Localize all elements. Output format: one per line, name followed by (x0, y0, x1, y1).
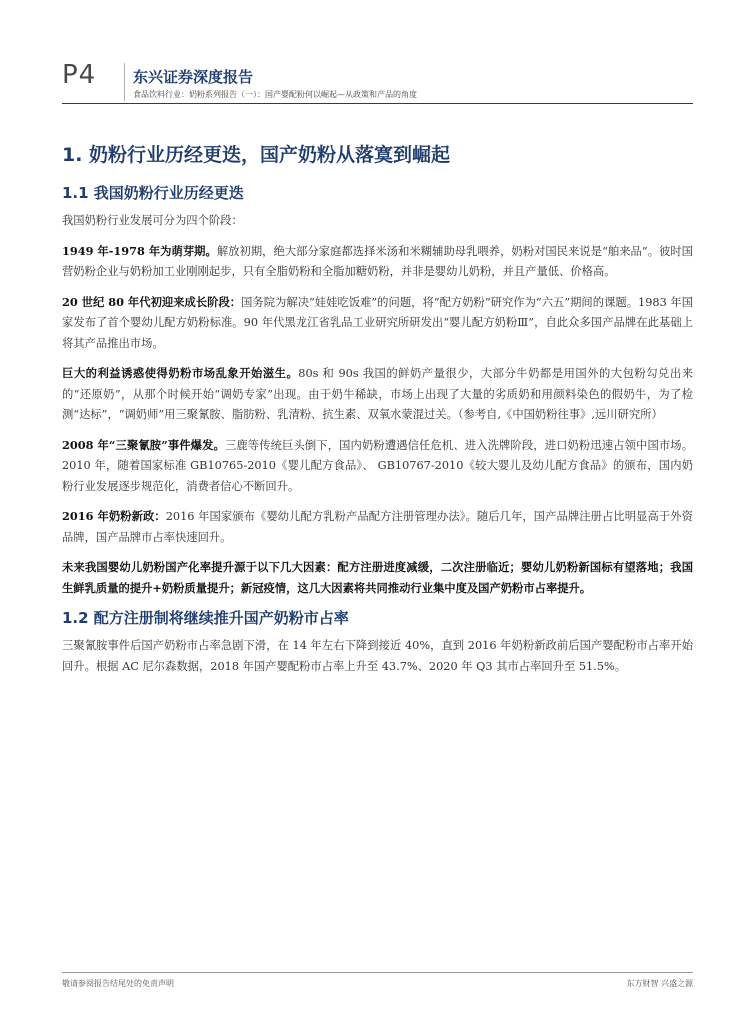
paragraph-lead: 2008 年“三聚氰胺”事件爆发。 (62, 437, 225, 452)
paragraph-new-policy (62, 506, 693, 548)
section-heading: 1. 奶粉行业历经更迭，国产奶粉从落寞到崛起 (62, 144, 451, 166)
paragraph-growth-stage (62, 292, 693, 355)
paragraph-lead: 1949 年-1978 年为萌芽期。 (62, 243, 217, 258)
paragraph-body: 80s 和 90s 我国的鲜奶产量很少，大部分牛奶都是用国外的大包粉勾兑出来的“还原奶”，从那个时候开始“调奶专家”出现。由于奶牛稀缺，市场上出现了大量的劣质奶和用颜料染色的假奶牛，为了检测“达标”，“调奶师”用三聚氰胺、脂肪粉、乳清粉、抗生素、双氧水蒙混过关。（参考自,《中国奶粉往事》,远川研究所） (62, 367, 693, 421)
report-subtitle: 食品饮料行业：奶粉系列报告（一）：国产婴配粉何以崛起—从政策和产品的角度 (133, 90, 417, 99)
paragraph-body: 三鹿等传统巨头倒下，国内奶粉遭遇信任危机、进入洗牌阶段，进口奶粉迅速占领中国市场。2010 年，随着国家标准 GB10765-2010《婴儿配方食品》、 GB10767-2010《较大婴儿及幼儿配方食品》的颁布，国内奶粉行业发展逐步规范化，消费者信心不断回升。 (62, 438, 693, 493)
report-title: 东兴证券深度报告 (133, 68, 254, 86)
paragraph-chaos (62, 363, 693, 426)
footer-rule (62, 972, 693, 973)
page-number: P4 (62, 60, 97, 90)
header-rule (62, 103, 693, 104)
main-content (62, 140, 693, 686)
paragraph-body: 解放初期，绝大部分家庭都选择米汤和米糊辅助母乳喂养，奶粉对国民来说是“舶来品”。彼时国营奶粉企业与奶粉加工业刚刚起步，只有全脂奶粉和全脂加糖奶粉，并非是婴幼儿奶粉，并且产量低、价格高。 (62, 244, 693, 278)
paragraph-body: 国务院为解决“娃娃吃饭难”的问题，将“配方奶粉”研究作为“六五”期间的课题。1983 年国家发布了首个婴幼儿配方奶粉标准。90 年代黑龙江省乳品工业研究所研发出“婴儿配方奶粉Ⅲ”，自此众多国产品牌在此基础上将其产品推出市场。 (62, 295, 693, 350)
paragraph-lead: 巨大的利益诱惑使得奶粉市场乱象开始滋生。 (62, 366, 299, 380)
subsection-heading-1-1: 1.1 我国奶粉行业历经更迭 (62, 184, 244, 202)
subsection-heading-1-2: 1.2 配方注册制将继续推升国产奶粉市占率 (62, 609, 349, 627)
page-header (0, 0, 755, 108)
header-divider (124, 63, 125, 101)
paragraph-body: 2016 年国家颁布《婴幼儿配方乳粉产品配方注册管理办法》。随后几年，国产品牌注册占比明显高于外资品牌，国产品牌市占率快速回升。 (62, 510, 693, 544)
paragraph-budding-stage (62, 241, 693, 283)
footer-slogan: 东方财智 兴盛之源 (626, 979, 693, 988)
paragraph-melamine (62, 435, 693, 498)
paragraph-key-factors: 未来我国婴幼儿奶粉国产化率提升源于以下几大因素：配方注册进度减缓，二次注册临近；婴幼儿奶粉新国标有望落地；我国生鲜乳质量的提升+奶粉质量提升；新冠疫情，这几大因素将共同推动行业集中度及国产奶粉市占率提升。 (62, 560, 693, 595)
intro-paragraph: 我国奶粉行业发展可分为四个阶段： (62, 214, 243, 227)
footer-disclaimer: 敬请参阅报告结尾处的免责声明 (62, 979, 174, 988)
paragraph-lead: 20 世纪 80 年代初迎来成长阶段： (62, 294, 242, 309)
paragraph-lead: 2016 年奶粉新政： (62, 509, 166, 523)
paragraph-market-share: 三聚氰胺事件后国产奶粉市占率急剧下滑，在 14 年左右下降到接近 40%，直到 2016 年奶粉新政前后国产婴配粉市占率开始回升。根据 AC 尼尔森数据，2018 年国产婴配粉市占率上升至 43.7%、2020 年 Q3 其市占率回升至 51.5%。 (62, 639, 693, 673)
